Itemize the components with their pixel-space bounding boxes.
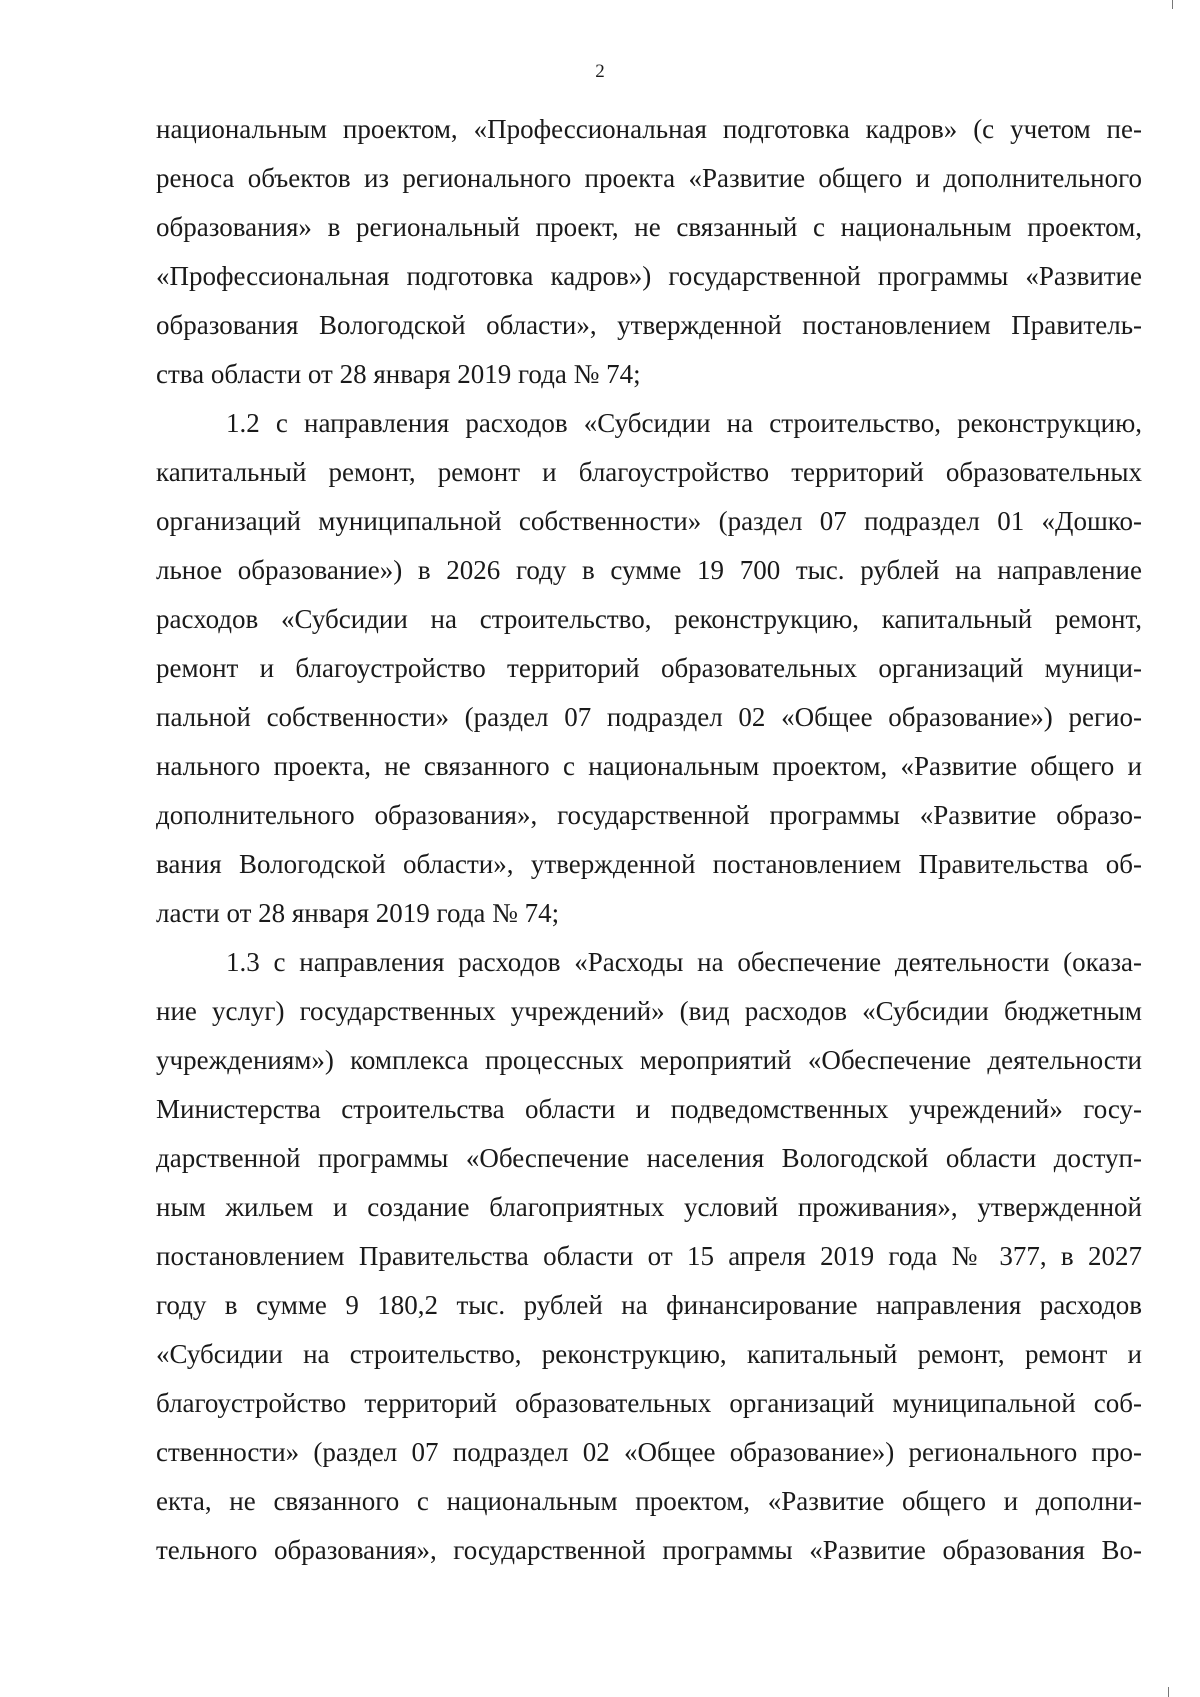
- text-line: ремонт и благоустройство территорий образовательных организаций муници-: [156, 653, 1142, 683]
- text-line: ным жильем и создание благоприятных условий проживания», утвержденной: [156, 1192, 1142, 1222]
- text-line: нального проекта, не связанного с национальным проектом, «Развитие общего и: [156, 751, 1142, 781]
- text-line: расходов «Субсидии на строительство, реконструкцию, капитальный ремонт,: [156, 604, 1142, 634]
- text-line-paragraph-start: 1.3 с направления расходов «Расходы на обеспечение деятельности (оказа-: [226, 947, 1142, 977]
- text-line: учреждениям») комплекса процессных мероприятий «Обеспечение деятельности: [156, 1045, 1142, 1075]
- text-line: «Профессиональная подготовка кадров») государственной программы «Развитие: [156, 261, 1142, 291]
- text-line: национальным проектом, «Профессиональная подготовка кадров» (с учетом пе-: [156, 114, 1142, 144]
- page-number: 2: [595, 61, 605, 82]
- text-line: капитальный ремонт, ремонт и благоустройство территорий образовательных: [156, 457, 1142, 487]
- text-line: дополнительного образования», государственной программы «Развитие образо-: [156, 800, 1142, 830]
- document-body: [156, 105, 1142, 1575]
- text-line: ственности» (раздел 07 подраздел 02 «Общее образование») регионального про-: [156, 1437, 1142, 1467]
- text-line: организаций муниципальной собственности» (раздел 07 подраздел 01 «Дошко-: [156, 506, 1142, 536]
- text-line: «Субсидии на строительство, реконструкцию, капитальный ремонт, ремонт и: [156, 1339, 1142, 1369]
- text-line: тельного образования», государственной программы «Развитие образования Во-: [156, 1535, 1142, 1565]
- text-line: году в сумме 9 180,2 тыс. рублей на финансирование направления расходов: [156, 1290, 1142, 1320]
- text-line-paragraph-start: 1.2 с направления расходов «Субсидии на строительство, реконструкцию,: [226, 408, 1142, 438]
- text-line: ства области от 28 января 2019 года № 74;: [156, 359, 641, 389]
- text-line: льное образование») в 2026 году в сумме 19 700 тыс. рублей на направление: [156, 555, 1142, 585]
- text-line: дарственной программы «Обеспечение населения Вологодской области доступ-: [156, 1143, 1142, 1173]
- scan-mark-bottom-right: [1168, 1687, 1169, 1697]
- text-line: благоустройство территорий образовательных организаций муниципальной соб-: [156, 1388, 1142, 1418]
- scan-mark-top-right: [1172, 0, 1173, 9]
- text-line: реноса объектов из регионального проекта «Развитие общего и дополнительного: [156, 163, 1142, 193]
- text-line: Министерства строительства области и подведомственных учреждений» госу-: [156, 1094, 1142, 1124]
- text-line: вания Вологодской области», утвержденной постановлением Правительства об-: [156, 849, 1142, 879]
- text-line: екта, не связанного с национальным проектом, «Развитие общего и дополни-: [156, 1486, 1142, 1516]
- text-line: ние услуг) государственных учреждений» (вид расходов «Субсидии бюджетным: [156, 996, 1142, 1026]
- text-line: пальной собственности» (раздел 07 подраздел 02 «Общее образование») регио-: [156, 702, 1142, 732]
- text-line: образования Вологодской области», утвержденной постановлением Правитель-: [156, 310, 1142, 340]
- text-line: ласти от 28 января 2019 года № 74;: [156, 898, 560, 928]
- text-line: постановлением Правительства области от 15 апреля 2019 года № 377, в 2027: [156, 1241, 1142, 1271]
- text-line: образования» в региональный проект, не связанный с национальным проектом,: [156, 212, 1142, 242]
